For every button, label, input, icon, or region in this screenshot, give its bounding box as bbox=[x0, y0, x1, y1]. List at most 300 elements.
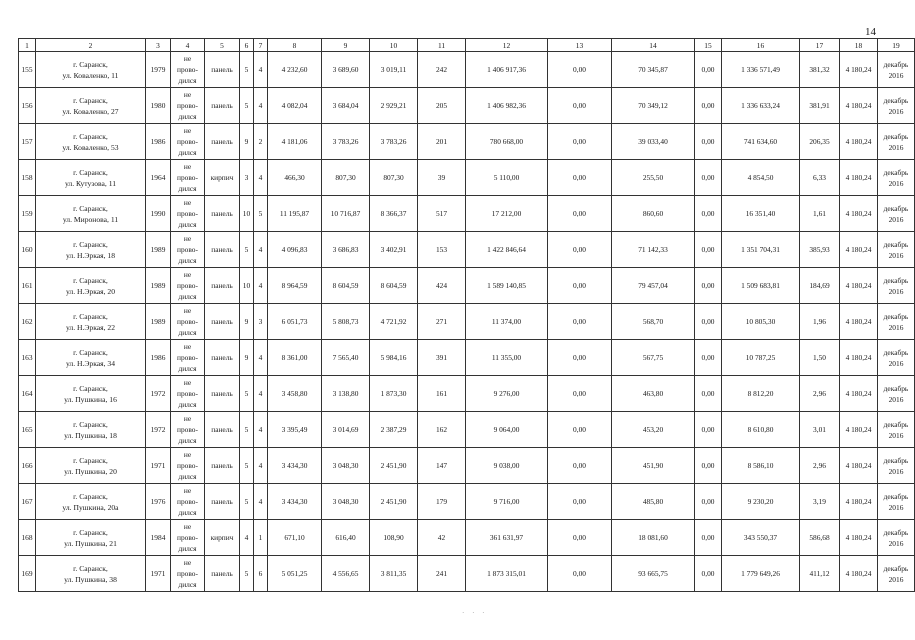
column-number-header: 14 bbox=[612, 39, 695, 52]
area-cell-c8: 671,10 bbox=[268, 520, 322, 556]
amount-cell-c17: 206,35 bbox=[800, 124, 840, 160]
status-cell-line: прово- bbox=[177, 65, 198, 74]
amount-cell-c13: 0,00 bbox=[548, 268, 612, 304]
period-cell bbox=[878, 412, 915, 448]
period-cell-line: декабрь bbox=[883, 563, 909, 573]
area-cell-c9: 3 138,80 bbox=[322, 376, 370, 412]
column-number-header: 4 bbox=[171, 39, 205, 52]
amount-cell-c16: 4 854,50 bbox=[722, 160, 800, 196]
status-cell-line: не bbox=[183, 234, 192, 243]
address-cell-line: ул. Коваленко, 53 bbox=[62, 142, 119, 152]
period-cell-line: 2016 bbox=[888, 358, 904, 368]
amount-cell-c13: 0,00 bbox=[548, 124, 612, 160]
floors-cell: 4 bbox=[240, 520, 254, 556]
column-number-header: 7 bbox=[254, 39, 268, 52]
address-cell-line: ул. Кутузова, 11 bbox=[64, 178, 117, 188]
area-cell-c10: 2 451,90 bbox=[370, 448, 418, 484]
column-number-header: 15 bbox=[695, 39, 722, 52]
amount-cell-c16: 1 779 649,26 bbox=[722, 556, 800, 592]
floors-cell: 5 bbox=[240, 232, 254, 268]
column-number-header: 5 bbox=[205, 39, 240, 52]
address-cell bbox=[36, 412, 146, 448]
status-cell-line: не bbox=[183, 450, 192, 459]
status-cell-line: дился bbox=[178, 220, 197, 229]
status-cell-line: не bbox=[183, 54, 192, 63]
status-cell-line: не bbox=[183, 522, 192, 531]
period-cell-line: 2016 bbox=[888, 178, 904, 188]
amount-cell-c17: 586,68 bbox=[800, 520, 840, 556]
amount-cell-c12: 9 716,00 bbox=[466, 484, 548, 520]
period-cell-line: 2016 bbox=[888, 250, 904, 260]
floors-cell: 5 bbox=[240, 376, 254, 412]
amount-cell-c18: 4 180,24 bbox=[840, 268, 878, 304]
amount-cell-c17: 381,91 bbox=[800, 88, 840, 124]
row-number-cell: 166 bbox=[19, 448, 36, 484]
address-cell bbox=[36, 232, 146, 268]
address-cell-line: ул. Н.Эркая, 20 bbox=[65, 286, 116, 296]
year-cell: 1989 bbox=[146, 304, 171, 340]
column-number-header: 3 bbox=[146, 39, 171, 52]
address-cell-line: г. Саранск, bbox=[73, 59, 108, 69]
status-cell bbox=[171, 232, 205, 268]
amount-cell-c15: 0,00 bbox=[695, 376, 722, 412]
entrances-cell: 4 bbox=[254, 232, 268, 268]
address-cell-line: ул. Н.Эркая, 22 bbox=[65, 322, 116, 332]
area-cell-c8: 8 964,59 bbox=[268, 268, 322, 304]
address-cell bbox=[36, 340, 146, 376]
row-number-cell: 159 bbox=[19, 196, 36, 232]
entrances-cell: 2 bbox=[254, 124, 268, 160]
status-cell-line: прово- bbox=[177, 461, 198, 470]
amount-cell-c16: 8 610,80 bbox=[722, 412, 800, 448]
period-cell bbox=[878, 556, 915, 592]
period-cell-line: 2016 bbox=[888, 430, 904, 440]
amount-cell-c16: 1 351 704,31 bbox=[722, 232, 800, 268]
floors-cell: 5 bbox=[240, 484, 254, 520]
address-cell bbox=[36, 268, 146, 304]
status-cell-line: дился bbox=[178, 580, 197, 589]
amount-cell-c14: 568,70 bbox=[612, 304, 695, 340]
amount-cell-c12: 780 668,00 bbox=[466, 124, 548, 160]
status-cell-line: не bbox=[183, 342, 192, 351]
status-cell-line: дился bbox=[178, 328, 197, 337]
status-cell-line: прово- bbox=[177, 425, 198, 434]
amount-cell-c12: 9 064,00 bbox=[466, 412, 548, 448]
status-cell bbox=[171, 484, 205, 520]
address-cell-line: ул. Коваленко, 11 bbox=[62, 70, 119, 80]
amount-cell-c16: 10 787,25 bbox=[722, 340, 800, 376]
residents-cell: 271 bbox=[418, 304, 466, 340]
entrances-cell: 4 bbox=[254, 88, 268, 124]
table-row bbox=[19, 52, 915, 88]
table-row bbox=[19, 88, 915, 124]
residents-cell: 39 bbox=[418, 160, 466, 196]
amount-cell-c17: 3,19 bbox=[800, 484, 840, 520]
status-cell-line: не bbox=[183, 486, 192, 495]
wall-material-cell: панель bbox=[205, 124, 240, 160]
year-cell: 1972 bbox=[146, 376, 171, 412]
amount-cell-c16: 9 230,20 bbox=[722, 484, 800, 520]
area-cell-c10: 8 366,37 bbox=[370, 196, 418, 232]
row-number-cell: 160 bbox=[19, 232, 36, 268]
column-number-header: 11 bbox=[418, 39, 466, 52]
floors-cell: 3 bbox=[240, 160, 254, 196]
year-cell: 1976 bbox=[146, 484, 171, 520]
address-cell-line: ул. Коваленко, 27 bbox=[62, 106, 119, 116]
status-cell-line: не bbox=[183, 162, 192, 171]
period-cell bbox=[878, 88, 915, 124]
entrances-cell: 4 bbox=[254, 52, 268, 88]
address-cell bbox=[36, 484, 146, 520]
amount-cell-c18: 4 180,24 bbox=[840, 520, 878, 556]
amount-cell-c14: 71 142,33 bbox=[612, 232, 695, 268]
area-cell-c9: 4 556,65 bbox=[322, 556, 370, 592]
status-cell-line: дился bbox=[178, 148, 197, 157]
amount-cell-c13: 0,00 bbox=[548, 52, 612, 88]
amount-cell-c15: 0,00 bbox=[695, 484, 722, 520]
floors-cell: 5 bbox=[240, 88, 254, 124]
table-row bbox=[19, 412, 915, 448]
period-cell-line: декабрь bbox=[883, 275, 909, 285]
amount-cell-c13: 0,00 bbox=[548, 340, 612, 376]
status-cell-line: прово- bbox=[177, 389, 198, 398]
amount-cell-c13: 0,00 bbox=[548, 556, 612, 592]
status-cell bbox=[171, 124, 205, 160]
address-cell-line: г. Саранск, bbox=[73, 563, 108, 573]
entrances-cell: 3 bbox=[254, 304, 268, 340]
amount-cell-c15: 0,00 bbox=[695, 268, 722, 304]
status-cell-line: прово- bbox=[177, 245, 198, 254]
amount-cell-c13: 0,00 bbox=[548, 160, 612, 196]
area-cell-c9: 3 689,60 bbox=[322, 52, 370, 88]
period-cell-line: 2016 bbox=[888, 466, 904, 476]
amount-cell-c18: 4 180,24 bbox=[840, 448, 878, 484]
status-cell-line: дился bbox=[178, 472, 197, 481]
year-cell: 1989 bbox=[146, 232, 171, 268]
address-cell bbox=[36, 520, 146, 556]
amount-cell-c14: 860,60 bbox=[612, 196, 695, 232]
amount-cell-c16: 8 812,20 bbox=[722, 376, 800, 412]
row-number-cell: 167 bbox=[19, 484, 36, 520]
status-cell bbox=[171, 556, 205, 592]
table-row bbox=[19, 376, 915, 412]
period-cell-line: декабрь bbox=[883, 383, 909, 393]
status-cell bbox=[171, 196, 205, 232]
period-cell-line: декабрь bbox=[883, 455, 909, 465]
area-cell-c8: 466,30 bbox=[268, 160, 322, 196]
address-cell-line: г. Саранск, bbox=[73, 347, 108, 357]
address-cell-line: г. Саранск, bbox=[73, 491, 108, 501]
amount-cell-c12: 1 406 982,36 bbox=[466, 88, 548, 124]
status-cell-line: дился bbox=[178, 76, 197, 85]
address-cell-line: ул. Пушкина, 20а bbox=[62, 502, 119, 512]
status-cell-line: не bbox=[183, 558, 192, 567]
amount-cell-c13: 0,00 bbox=[548, 88, 612, 124]
address-cell-line: г. Саранск, bbox=[73, 455, 108, 465]
row-number-cell: 164 bbox=[19, 376, 36, 412]
amount-cell-c14: 255,50 bbox=[612, 160, 695, 196]
column-number-header: 1 bbox=[19, 39, 36, 52]
area-cell-c8: 4 096,83 bbox=[268, 232, 322, 268]
status-cell-line: прово- bbox=[177, 497, 198, 506]
table-row bbox=[19, 124, 915, 160]
amount-cell-c15: 0,00 bbox=[695, 52, 722, 88]
amount-cell-c14: 453,20 bbox=[612, 412, 695, 448]
amount-cell-c13: 0,00 bbox=[548, 304, 612, 340]
amount-cell-c15: 0,00 bbox=[695, 340, 722, 376]
area-cell-c9: 3 048,30 bbox=[322, 448, 370, 484]
row-number-cell: 169 bbox=[19, 556, 36, 592]
amount-cell-c18: 4 180,24 bbox=[840, 484, 878, 520]
amount-cell-c12: 5 110,00 bbox=[466, 160, 548, 196]
area-cell-c8: 6 051,73 bbox=[268, 304, 322, 340]
row-number-cell: 162 bbox=[19, 304, 36, 340]
area-cell-c9: 5 808,73 bbox=[322, 304, 370, 340]
table-row bbox=[19, 196, 915, 232]
address-cell-line: г. Саранск, bbox=[73, 167, 108, 177]
scan-artifact: · · · bbox=[462, 609, 488, 617]
amount-cell-c16: 1 509 683,81 bbox=[722, 268, 800, 304]
amount-cell-c12: 1 873 315,01 bbox=[466, 556, 548, 592]
area-cell-c9: 616,40 bbox=[322, 520, 370, 556]
status-cell bbox=[171, 376, 205, 412]
wall-material-cell: панель bbox=[205, 304, 240, 340]
status-cell-line: дился bbox=[178, 436, 197, 445]
area-cell-c10: 807,30 bbox=[370, 160, 418, 196]
status-cell bbox=[171, 304, 205, 340]
year-cell: 1986 bbox=[146, 340, 171, 376]
address-cell bbox=[36, 196, 146, 232]
housing-registry-table bbox=[18, 38, 915, 592]
period-cell bbox=[878, 376, 915, 412]
table-row bbox=[19, 520, 915, 556]
amount-cell-c16: 1 336 571,49 bbox=[722, 52, 800, 88]
wall-material-cell: панель bbox=[205, 412, 240, 448]
amount-cell-c17: 2,96 bbox=[800, 376, 840, 412]
residents-cell: 391 bbox=[418, 340, 466, 376]
address-cell-line: ул. Пушкина, 16 bbox=[64, 394, 117, 404]
year-cell: 1989 bbox=[146, 268, 171, 304]
amount-cell-c17: 184,69 bbox=[800, 268, 840, 304]
status-cell-line: прово- bbox=[177, 353, 198, 362]
status-cell-line: не bbox=[183, 126, 192, 135]
wall-material-cell: панель bbox=[205, 232, 240, 268]
period-cell-line: 2016 bbox=[888, 538, 904, 548]
residents-cell: 201 bbox=[418, 124, 466, 160]
amount-cell-c18: 4 180,24 bbox=[840, 304, 878, 340]
status-cell-line: прово- bbox=[177, 533, 198, 542]
amount-cell-c15: 0,00 bbox=[695, 304, 722, 340]
amount-cell-c14: 70 349,12 bbox=[612, 88, 695, 124]
amount-cell-c12: 1 406 917,36 bbox=[466, 52, 548, 88]
status-cell-line: не bbox=[183, 306, 192, 315]
period-cell-line: 2016 bbox=[888, 322, 904, 332]
residents-cell: 242 bbox=[418, 52, 466, 88]
year-cell: 1964 bbox=[146, 160, 171, 196]
amount-cell-c12: 17 212,00 bbox=[466, 196, 548, 232]
wall-material-cell: панель bbox=[205, 88, 240, 124]
address-cell bbox=[36, 448, 146, 484]
amount-cell-c13: 0,00 bbox=[548, 412, 612, 448]
period-cell-line: декабрь bbox=[883, 491, 909, 501]
amount-cell-c17: 2,96 bbox=[800, 448, 840, 484]
column-number-header: 12 bbox=[466, 39, 548, 52]
entrances-cell: 6 bbox=[254, 556, 268, 592]
entrances-cell: 4 bbox=[254, 376, 268, 412]
area-cell-c8: 3 395,49 bbox=[268, 412, 322, 448]
amount-cell-c18: 4 180,24 bbox=[840, 376, 878, 412]
amount-cell-c18: 4 180,24 bbox=[840, 124, 878, 160]
row-number-cell: 161 bbox=[19, 268, 36, 304]
area-cell-c9: 8 604,59 bbox=[322, 268, 370, 304]
period-cell-line: декабрь bbox=[883, 311, 909, 321]
residents-cell: 42 bbox=[418, 520, 466, 556]
area-cell-c10: 5 984,16 bbox=[370, 340, 418, 376]
period-cell bbox=[878, 448, 915, 484]
area-cell-c8: 4 181,06 bbox=[268, 124, 322, 160]
floors-cell: 9 bbox=[240, 304, 254, 340]
area-cell-c8: 3 434,30 bbox=[268, 484, 322, 520]
amount-cell-c12: 11 355,00 bbox=[466, 340, 548, 376]
amount-cell-c14: 18 081,60 bbox=[612, 520, 695, 556]
amount-cell-c17: 1,61 bbox=[800, 196, 840, 232]
amount-cell-c15: 0,00 bbox=[695, 160, 722, 196]
status-cell-line: дился bbox=[178, 508, 197, 517]
table-row bbox=[19, 232, 915, 268]
period-cell-line: 2016 bbox=[888, 286, 904, 296]
status-cell-line: прово- bbox=[177, 569, 198, 578]
address-cell bbox=[36, 52, 146, 88]
status-cell-line: дился bbox=[178, 256, 197, 265]
amount-cell-c13: 0,00 bbox=[548, 484, 612, 520]
residents-cell: 153 bbox=[418, 232, 466, 268]
wall-material-cell: панель bbox=[205, 484, 240, 520]
address-cell-line: г. Саранск, bbox=[73, 419, 108, 429]
area-cell-c8: 8 361,00 bbox=[268, 340, 322, 376]
amount-cell-c12: 1 589 140,85 bbox=[466, 268, 548, 304]
status-cell-line: не bbox=[183, 414, 192, 423]
address-cell bbox=[36, 88, 146, 124]
period-cell bbox=[878, 124, 915, 160]
period-cell bbox=[878, 484, 915, 520]
area-cell-c10: 3 811,35 bbox=[370, 556, 418, 592]
column-number-header: 10 bbox=[370, 39, 418, 52]
period-cell-line: декабрь bbox=[883, 203, 909, 213]
floors-cell: 5 bbox=[240, 412, 254, 448]
period-cell bbox=[878, 304, 915, 340]
entrances-cell: 4 bbox=[254, 160, 268, 196]
period-cell-line: декабрь bbox=[883, 527, 909, 537]
column-number-header: 18 bbox=[840, 39, 878, 52]
status-cell-line: не bbox=[183, 198, 192, 207]
amount-cell-c18: 4 180,24 bbox=[840, 340, 878, 376]
amount-cell-c15: 0,00 bbox=[695, 196, 722, 232]
wall-material-cell: панель bbox=[205, 196, 240, 232]
status-cell-line: не bbox=[183, 378, 192, 387]
status-cell-line: дился bbox=[178, 544, 197, 553]
wall-material-cell: панель bbox=[205, 52, 240, 88]
residents-cell: 205 bbox=[418, 88, 466, 124]
area-cell-c10: 2 929,21 bbox=[370, 88, 418, 124]
amount-cell-c18: 4 180,24 bbox=[840, 160, 878, 196]
area-cell-c9: 3 014,69 bbox=[322, 412, 370, 448]
status-cell-line: прово- bbox=[177, 209, 198, 218]
period-cell-line: декабрь bbox=[883, 239, 909, 249]
amount-cell-c16: 10 805,30 bbox=[722, 304, 800, 340]
area-cell-c8: 4 082,04 bbox=[268, 88, 322, 124]
status-cell-line: прово- bbox=[177, 101, 198, 110]
amount-cell-c13: 0,00 bbox=[548, 196, 612, 232]
status-cell bbox=[171, 412, 205, 448]
amount-cell-c14: 79 457,04 bbox=[612, 268, 695, 304]
area-cell-c10: 8 604,59 bbox=[370, 268, 418, 304]
area-cell-c10: 108,90 bbox=[370, 520, 418, 556]
entrances-cell: 4 bbox=[254, 448, 268, 484]
row-number-cell: 163 bbox=[19, 340, 36, 376]
period-cell-line: 2016 bbox=[888, 214, 904, 224]
amount-cell-c13: 0,00 bbox=[548, 376, 612, 412]
year-cell: 1990 bbox=[146, 196, 171, 232]
area-cell-c8: 4 232,60 bbox=[268, 52, 322, 88]
amount-cell-c17: 385,93 bbox=[800, 232, 840, 268]
status-cell-line: прово- bbox=[177, 173, 198, 182]
status-cell-line: прово- bbox=[177, 137, 198, 146]
area-cell-c10: 3 783,26 bbox=[370, 124, 418, 160]
column-number-row bbox=[19, 39, 915, 52]
period-cell-line: 2016 bbox=[888, 106, 904, 116]
area-cell-c9: 3 686,83 bbox=[322, 232, 370, 268]
status-cell-line: не bbox=[183, 270, 192, 279]
row-number-cell: 168 bbox=[19, 520, 36, 556]
status-cell bbox=[171, 520, 205, 556]
wall-material-cell: панель bbox=[205, 268, 240, 304]
column-number-header: 8 bbox=[268, 39, 322, 52]
area-cell-c8: 11 195,87 bbox=[268, 196, 322, 232]
period-cell-line: 2016 bbox=[888, 574, 904, 584]
area-cell-c9: 3 684,04 bbox=[322, 88, 370, 124]
amount-cell-c12: 1 422 846,64 bbox=[466, 232, 548, 268]
amount-cell-c12: 9 038,00 bbox=[466, 448, 548, 484]
residents-cell: 179 bbox=[418, 484, 466, 520]
amount-cell-c14: 463,80 bbox=[612, 376, 695, 412]
wall-material-cell: панель bbox=[205, 340, 240, 376]
row-number-cell: 156 bbox=[19, 88, 36, 124]
row-number-cell: 157 bbox=[19, 124, 36, 160]
address-cell-line: г. Саранск, bbox=[73, 95, 108, 105]
column-number-header: 6 bbox=[240, 39, 254, 52]
period-cell-line: декабрь bbox=[883, 347, 909, 357]
column-number-header: 19 bbox=[878, 39, 915, 52]
floors-cell: 5 bbox=[240, 556, 254, 592]
period-cell-line: 2016 bbox=[888, 142, 904, 152]
status-cell-line: дился bbox=[178, 112, 197, 121]
address-cell-line: ул. Пушкина, 18 bbox=[64, 430, 117, 440]
area-cell-c9: 10 716,87 bbox=[322, 196, 370, 232]
status-cell bbox=[171, 88, 205, 124]
floors-cell: 9 bbox=[240, 340, 254, 376]
amount-cell-c14: 451,90 bbox=[612, 448, 695, 484]
wall-material-cell: кирпич bbox=[205, 160, 240, 196]
table-row bbox=[19, 268, 915, 304]
entrances-cell: 1 bbox=[254, 520, 268, 556]
status-cell-line: не bbox=[183, 90, 192, 99]
table-row bbox=[19, 340, 915, 376]
amount-cell-c17: 1,50 bbox=[800, 340, 840, 376]
area-cell-c10: 2 387,29 bbox=[370, 412, 418, 448]
address-cell-line: ул. Н.Эркая, 34 bbox=[65, 358, 116, 368]
table-row bbox=[19, 304, 915, 340]
floors-cell: 5 bbox=[240, 448, 254, 484]
